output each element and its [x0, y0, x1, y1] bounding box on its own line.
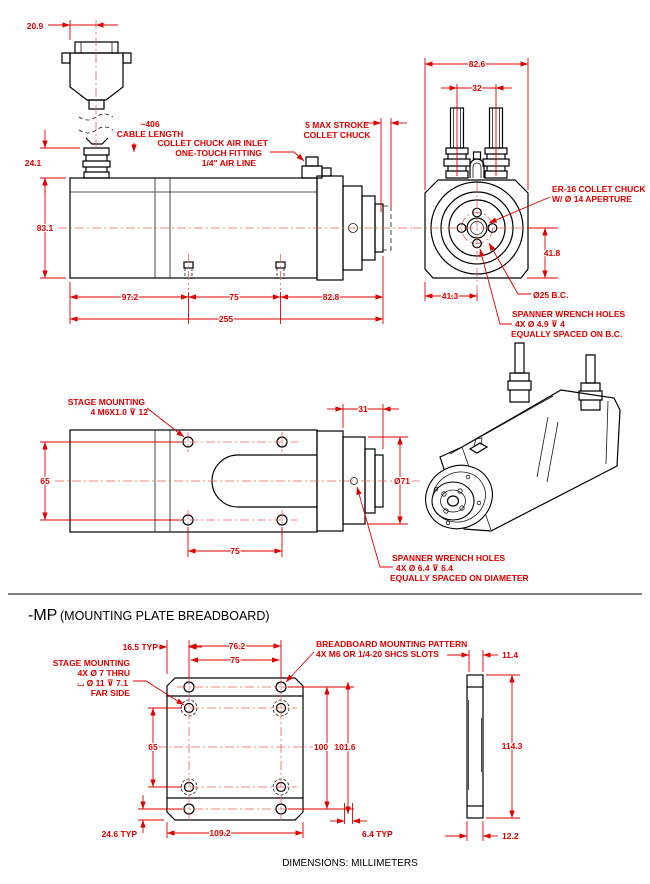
callout-text: W/ Ø 14 APERTURE [552, 194, 632, 204]
dim-nose-diameter [368, 437, 410, 524]
units-note: DIMENSIONS: MILLIMETERS [282, 858, 418, 869]
cables-front [444, 108, 509, 178]
dim-length-chain [70, 256, 383, 324]
mp-section-title: (MOUNTING PLATE BREADBOARD) [60, 609, 270, 623]
dim-housing-width [425, 58, 528, 190]
callout-text: 4X M6 OR 1/4-20 SHCS SLOTS [316, 649, 439, 659]
dim-text: 100 [313, 742, 329, 752]
dim-text: 20.9 [26, 21, 44, 31]
mounting-plate-front [53, 639, 468, 839]
dim-text: 65 [40, 476, 50, 486]
spindle-body-side [58, 157, 412, 290]
dim-gland-height [25, 130, 80, 196]
plate-outline [167, 678, 303, 820]
plate-side-outline [467, 675, 483, 818]
callout-text: BREADBOARD MOUNTING PATTERN [316, 639, 468, 649]
dim-text: 31 [358, 404, 368, 414]
callout-text: COLLET CHUCK [303, 130, 371, 140]
cable-length-note: CABLE LENGTH [116, 129, 184, 139]
callout-text: STAGE MOUNTING [52, 658, 130, 668]
iso-cable-glands [508, 343, 602, 410]
dim-text: 41.3 [441, 291, 459, 301]
callout-text: Ø25 B.C. [533, 290, 569, 300]
callout-text: STAGE MOUNTING [67, 397, 145, 407]
callout-text: ⌴ Ø 11 ⊽ 7.1 [77, 678, 128, 688]
callout-text: 4X Ø 4.9 ⊽ 4 [515, 319, 565, 329]
set-screw [276, 254, 285, 290]
dim-center-offset [425, 282, 477, 301]
dim-text: 97.2 [121, 292, 139, 302]
dim-plate-bottom [102, 795, 393, 839]
dim-text: 114.3 [501, 741, 523, 751]
counterbore-hole [181, 700, 289, 795]
dim-nose-length [327, 404, 399, 449]
side-view-drawing [25, 20, 412, 324]
dim-side-top [447, 650, 518, 672]
dim-text: 24.1 [24, 158, 42, 168]
dim-plate-hole-v [148, 708, 182, 787]
dim-text: 11.4 [502, 650, 519, 660]
callout-text: ONE-TOUCH FITTING [175, 148, 262, 158]
dim-cable-spacing [441, 83, 512, 176]
dim-text: 65 [148, 742, 158, 752]
dim-center-height [527, 228, 561, 278]
dim-connector-offset [27, 20, 118, 40]
callout-air-inlet [157, 138, 304, 168]
dim-text: 6.4 TYP [362, 829, 393, 839]
dim-side-bottom [445, 821, 519, 841]
dim-text: 41.8 [543, 248, 561, 258]
callout-text: 5 MAX STROKE [305, 120, 369, 130]
dim-text: 83.1 [36, 223, 54, 233]
cable-length-note: ~406 [140, 119, 160, 129]
dim-text: 101.6 [334, 742, 356, 752]
callout-text: EQUALLY SPACED ON B.C. [511, 329, 623, 339]
air-fitting-front [474, 152, 481, 159]
mounting-plate-side [445, 650, 523, 841]
dim-text: 255 [218, 314, 234, 324]
iso-air-fitting [470, 443, 487, 453]
set-screw [184, 254, 193, 290]
isometric-view-drawing [414, 343, 620, 540]
dim-text: 16.5 TYP [122, 642, 158, 652]
cable-connector [62, 42, 131, 178]
dim-text: 32 [472, 83, 482, 93]
callout-text: 4X Ø 7 THRU [77, 668, 130, 678]
callout-text: COLLET CHUCK AIR INLET [157, 138, 268, 148]
dim-text: Ø71 [393, 476, 411, 486]
dim-side-height [486, 675, 523, 818]
cable-gland-side [83, 148, 110, 178]
callout-plate-stage-mounting [53, 658, 184, 705]
callout-text: 4X Ø 6.4 ⊽ 6.4 [396, 563, 453, 573]
callout-text: EQUALLY SPACED ON DIAMETER [390, 573, 529, 583]
dim-text: 24.6 TYP [101, 829, 137, 839]
callout-text: SPANNER WRENCH HOLES [512, 309, 626, 319]
callout-stage-mounting [68, 397, 184, 437]
callout-collet-chuck [489, 184, 646, 223]
dim-plate-top [123, 640, 281, 678]
callout-text: FAR SIDE [90, 688, 130, 698]
dim-text: 82.6 [468, 59, 486, 69]
dim-text: 12.2 [502, 831, 519, 841]
air-fitting-side [302, 157, 331, 178]
dim-text: 82.8 [322, 292, 340, 302]
dim-text: 75 [230, 546, 240, 556]
callout-text: 4 M6X1.0 ⊽ 12 [90, 407, 148, 417]
callout-breadboard-pattern [286, 639, 467, 682]
callout-text: SPANNER WRENCH HOLES [392, 553, 506, 563]
dim-text: 75 [230, 655, 240, 665]
mp-section-code: -MP [28, 607, 58, 624]
callout-text: ER-16 COLLET CHUCK [552, 184, 646, 194]
dim-text: 76.2 [228, 641, 246, 651]
dim-text: 75 [229, 292, 239, 302]
dim-text: 109.2 [209, 828, 231, 838]
callout-max-stroke [303, 118, 407, 212]
dim-breadboard-spacing [288, 682, 356, 814]
callout-text: 1/4" AIR LINE [201, 158, 256, 168]
front-view-drawing [413, 58, 646, 339]
